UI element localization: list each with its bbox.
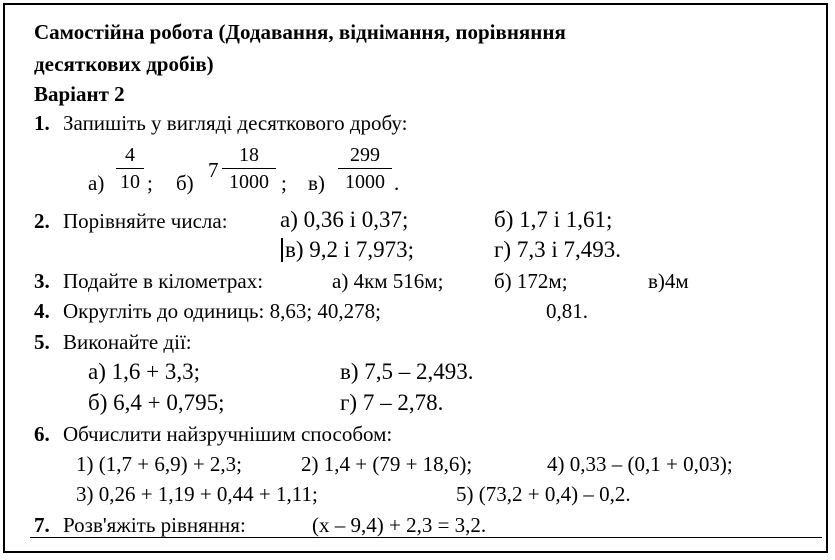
task-7-text: Розв'яжіть рівняння: <box>63 513 246 537</box>
title-line-1: Самостійна робота (Додавання, віднімання, порівняння <box>34 20 566 44</box>
task-1-text: Запишіть у вигляді десяткового дробу: <box>63 111 408 135</box>
task-1-a-fraction <box>116 144 144 193</box>
task-4-last: 0,81. <box>546 299 588 323</box>
fraction-bar <box>338 168 392 169</box>
task-1-a-denominator: 10 <box>120 171 140 193</box>
task-7-number: 7. <box>34 513 50 537</box>
task-1-b-fraction <box>222 144 276 193</box>
text-cursor <box>281 238 283 262</box>
task-1-c-fraction <box>338 144 392 193</box>
task-6-item-2: 2) 1,4 + (79 + 18,6); <box>301 452 473 476</box>
task-6-number: 6. <box>34 422 50 446</box>
fraction-bar <box>116 168 144 169</box>
task-1-separator-2: ; <box>281 171 287 195</box>
task-1-b-numerator: 18 <box>239 144 259 166</box>
task-2-a: а) 0,36 і 0,37; <box>280 207 409 232</box>
task-1-c-denominator: 1000 <box>345 171 385 193</box>
task-3-a: а) 4км 516м; <box>332 269 444 293</box>
task-3-number: 3. <box>34 269 50 293</box>
task-1-number: 1. <box>34 111 50 135</box>
task-1-c-label: в) <box>308 171 325 195</box>
task-5-b: б) 6,4 + 0,795; <box>88 390 225 415</box>
task-1-b-label: б) <box>176 171 194 195</box>
task-4-text: Округліть до одиниць: 8,63; 40,278; <box>63 299 382 323</box>
bottom-rule <box>30 537 822 538</box>
task-6-item-5: 5) (73,2 + 0,4) – 0,2. <box>456 482 631 506</box>
task-2-text: Порівняйте числа: <box>63 209 228 233</box>
task-6-item-4: 4) 0,33 – (0,1 + 0,03); <box>547 452 733 476</box>
task-6-text: Обчислити найзручнішим способом: <box>63 422 393 446</box>
task-5-text: Виконайте дії: <box>63 330 192 354</box>
task-5-c: в) 7,5 – 2,493. <box>340 359 474 384</box>
task-5-a: а) 1,6 + 3,3; <box>88 359 200 384</box>
task-1-a-label: а) <box>88 171 105 195</box>
task-2-number: 2. <box>34 209 50 233</box>
task-1-end: . <box>394 171 400 195</box>
task-2-d: г) 7,3 і 7,493. <box>494 237 621 262</box>
task-6-item-3: 3) 0,26 + 1,19 + 0,44 + 1,11; <box>76 482 318 506</box>
task-5-number: 5. <box>34 330 50 354</box>
task-3-text: Подайте в кілометрах: <box>63 269 264 293</box>
task-1-c-numerator: 299 <box>350 144 380 166</box>
task-3-c: в)4м <box>648 269 689 293</box>
task-2-c: в) 9,2 і 7,973; <box>285 237 415 262</box>
task-1-b-whole: 7 <box>208 158 219 182</box>
task-7-equation: (x – 9,4) + 2,3 = 3,2. <box>312 513 487 537</box>
fraction-bar <box>222 168 276 169</box>
task-3-b: б) 172м; <box>494 269 568 293</box>
task-1-b-denominator: 1000 <box>229 171 269 193</box>
task-2-b: б) 1,7 і 1,61; <box>494 207 613 232</box>
task-6-item-1: 1) (1,7 + 6,9) + 2,3; <box>76 452 243 476</box>
task-1-separator-1: ; <box>147 171 153 195</box>
task-5-d: г) 7 – 2,78. <box>340 390 444 415</box>
variant-heading: Варіант 2 <box>34 82 125 106</box>
task-4-number: 4. <box>34 299 50 323</box>
title-line-2: десяткових дробів) <box>34 52 214 76</box>
task-1-a-numerator: 4 <box>125 144 135 166</box>
